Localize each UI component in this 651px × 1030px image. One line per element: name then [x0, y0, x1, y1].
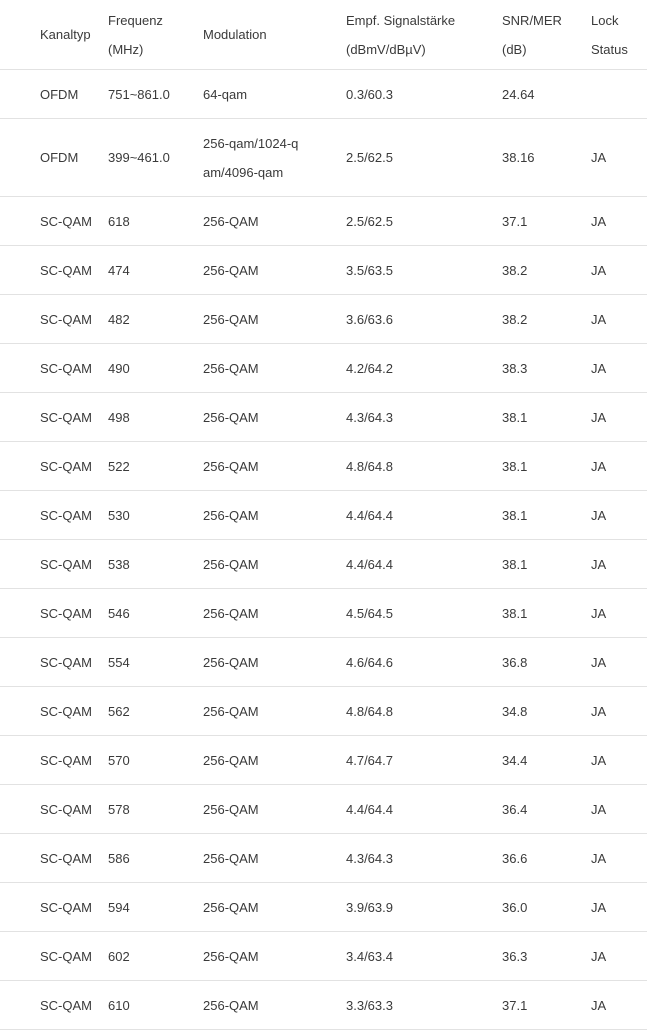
table-row — [0, 491, 647, 540]
cell-snr: 34.8 — [502, 703, 528, 719]
cell-lock-status — [591, 70, 651, 118]
cell-snr: 38.1 — [502, 605, 528, 621]
cell-modulation: 256-QAM — [203, 654, 259, 670]
cell-frequenz: 562 — [108, 703, 130, 719]
cell-modulation: 256-QAM — [203, 948, 259, 964]
cell-kanaltyp: SC-QAM — [40, 409, 92, 425]
cell-frequenz: 751~861.0 — [108, 86, 170, 102]
cell-kanaltyp: SC-QAM — [40, 507, 92, 523]
cell-signal-strength: 4.4/64.4 — [346, 556, 393, 572]
cell-modulation: 256-QAM — [203, 409, 259, 425]
cell-snr: 38.1 — [502, 409, 528, 425]
table-row — [0, 295, 647, 344]
cell-signal-strength: 3.6/63.6 — [346, 311, 393, 327]
cell-signal-strength: 3.5/63.5 — [346, 262, 393, 278]
cell-modulation: 256-QAM — [203, 507, 259, 523]
cell-modulation: 256-QAM — [203, 997, 259, 1013]
cell-lock-status: JA — [591, 213, 607, 229]
header-frequenz: Frequenz (MHz) — [108, 12, 163, 57]
cell-snr: 37.1 — [502, 997, 528, 1013]
cell-lock-status: JA — [591, 801, 607, 817]
cell-modulation: 256-QAM — [203, 213, 259, 229]
cell-modulation: 256-QAM — [203, 899, 259, 915]
header-signal-strength: Empf. Signalstärke (dBmV/dBµV) — [346, 12, 456, 57]
cell-modulation — [203, 119, 343, 196]
cell-frequenz: 522 — [108, 458, 130, 474]
cell-lock-status: JA — [591, 850, 607, 866]
cell-snr: 34.4 — [502, 752, 528, 768]
cell-modulation: 256-QAM — [203, 850, 259, 866]
cell-modulation: 256-QAM — [203, 311, 259, 327]
cell-lock-status: JA — [591, 311, 607, 327]
cell-signal-strength: 3.4/63.4 — [346, 948, 393, 964]
cell-snr: 36.6 — [502, 850, 528, 866]
table-row — [0, 119, 647, 197]
cell-kanaltyp: SC-QAM — [40, 458, 92, 474]
table-row — [0, 589, 647, 638]
cell-signal-strength: 4.2/64.2 — [346, 360, 393, 376]
table-row — [0, 540, 647, 589]
cell-kanaltyp: SC-QAM — [40, 997, 92, 1013]
cell-lock-status: JA — [591, 507, 607, 523]
cell-frequenz: 490 — [108, 360, 130, 376]
cell-lock-status: JA — [591, 899, 607, 915]
cell-snr: 36.3 — [502, 948, 528, 964]
cell-frequenz: 399~461.0 — [108, 150, 170, 165]
cell-kanaltyp: SC-QAM — [40, 360, 92, 376]
cell-lock-status: JA — [591, 703, 607, 719]
cell-kanaltyp: SC-QAM — [40, 605, 92, 621]
cell-frequenz: 538 — [108, 556, 130, 572]
cell-signal-strength: 3.3/63.3 — [346, 997, 393, 1013]
table-row — [0, 785, 647, 834]
cell-kanaltyp: OFDM — [40, 150, 79, 165]
cell-frequenz: 594 — [108, 899, 130, 915]
table-row — [0, 638, 647, 687]
table-row — [0, 70, 647, 119]
cell-modulation: 256-QAM — [203, 801, 259, 817]
cell-kanaltyp: SC-QAM — [40, 703, 92, 719]
cell-lock-status: JA — [591, 150, 607, 165]
header-lock-status: Lock Status — [591, 12, 628, 57]
cell-frequenz: 586 — [108, 850, 130, 866]
cell-lock-status: JA — [591, 752, 607, 768]
cell-signal-strength: 4.7/64.7 — [346, 752, 393, 768]
cell-signal-strength: 0.3/60.3 — [346, 86, 393, 102]
cell-frequenz: 530 — [108, 507, 130, 523]
header-modulation: Modulation — [203, 27, 267, 42]
cell-snr: 38.1 — [502, 458, 528, 474]
table-row — [0, 932, 647, 981]
header-snr-mer: SNR/MER (dB) — [502, 12, 562, 57]
cell-lock-status: JA — [591, 360, 607, 376]
cell-kanaltyp: SC-QAM — [40, 948, 92, 964]
cell-kanaltyp: SC-QAM — [40, 311, 92, 327]
cell-signal-strength: 4.5/64.5 — [346, 605, 393, 621]
cell-snr: 36.0 — [502, 899, 528, 915]
cell-kanaltyp: OFDM — [40, 86, 79, 102]
table-row — [0, 197, 647, 246]
table-row — [0, 981, 647, 1030]
cell-kanaltyp: SC-QAM — [40, 556, 92, 572]
cell-signal-strength: 4.4/64.4 — [346, 801, 393, 817]
cell-lock-status: JA — [591, 458, 607, 474]
cell-snr: 24.64 — [502, 86, 535, 102]
cell-lock-status: JA — [591, 997, 607, 1013]
cell-signal-strength: 4.8/64.8 — [346, 703, 393, 719]
cell-snr: 38.2 — [502, 262, 528, 278]
cell-modulation: 256-QAM — [203, 703, 259, 719]
cell-modulation: 256-QAM — [203, 360, 259, 376]
cell-modulation: 256-QAM — [203, 458, 259, 474]
table-row — [0, 687, 647, 736]
cell-snr: 37.1 — [502, 213, 528, 229]
cell-frequenz: 578 — [108, 801, 130, 817]
cell-kanaltyp: SC-QAM — [40, 899, 92, 915]
cell-kanaltyp: SC-QAM — [40, 850, 92, 866]
cell-snr: 38.16 — [502, 150, 535, 165]
cell-frequenz: 602 — [108, 948, 130, 964]
cell-frequenz: 610 — [108, 997, 130, 1013]
cell-lock-status: JA — [591, 605, 607, 621]
cell-lock-status: JA — [591, 654, 607, 670]
cell-snr: 36.4 — [502, 801, 528, 817]
cell-frequenz: 482 — [108, 311, 130, 327]
cell-signal-strength: 4.3/64.3 — [346, 850, 393, 866]
cell-signal-strength: 2.5/62.5 — [346, 150, 393, 165]
cell-snr: 36.8 — [502, 654, 528, 670]
cell-kanaltyp: SC-QAM — [40, 801, 92, 817]
cell-modulation: 256-QAM — [203, 752, 259, 768]
table-row — [0, 834, 647, 883]
table-row — [0, 393, 647, 442]
cell-snr: 38.3 — [502, 360, 528, 376]
cell-frequenz: 618 — [108, 213, 130, 229]
table-row — [0, 736, 647, 785]
cell-signal-strength: 4.4/64.4 — [346, 507, 393, 523]
header-channel — [0, 0, 28, 70]
cell-lock-status: JA — [591, 556, 607, 572]
cell-kanaltyp: SC-QAM — [40, 213, 92, 229]
cell-frequenz: 570 — [108, 752, 130, 768]
table-header-row — [0, 0, 647, 70]
cell-modulation: 256-QAM — [203, 605, 259, 621]
cell-modulation: 256-QAM — [203, 556, 259, 572]
cell-snr: 38.2 — [502, 311, 528, 327]
cell-kanaltyp: SC-QAM — [40, 654, 92, 670]
cell-modulation: 64-qam — [203, 86, 248, 102]
cell-signal-strength: 4.3/64.3 — [346, 409, 393, 425]
table-row — [0, 442, 647, 491]
cell-signal-strength: 4.6/64.6 — [346, 654, 393, 670]
cell-modulation: 256-QAM — [203, 262, 259, 278]
cell-frequenz: 546 — [108, 605, 130, 621]
cell-lock-status: JA — [591, 409, 607, 425]
cell-signal-strength: 2.5/62.5 — [346, 213, 393, 229]
cell-frequenz: 474 — [108, 262, 130, 278]
cell-signal-strength: 3.9/63.9 — [346, 899, 393, 915]
table-row — [0, 883, 647, 932]
cell-frequenz: 554 — [108, 654, 130, 670]
cell-lock-status: JA — [591, 948, 607, 964]
cell-signal-strength: 4.8/64.8 — [346, 458, 393, 474]
cell-snr: 38.1 — [502, 507, 528, 523]
header-kanaltyp: Kanaltyp — [40, 27, 91, 42]
cell-frequenz: 498 — [108, 409, 130, 425]
table-row — [0, 246, 647, 295]
cell-lock-status: JA — [591, 262, 607, 278]
cell-modulation-text: 256-qam/1024-qam/4096-qam — [203, 135, 299, 180]
cell-snr: 38.1 — [502, 556, 528, 572]
cell-kanaltyp: SC-QAM — [40, 262, 92, 278]
table-row — [0, 344, 647, 393]
cell-kanaltyp: SC-QAM — [40, 752, 92, 768]
